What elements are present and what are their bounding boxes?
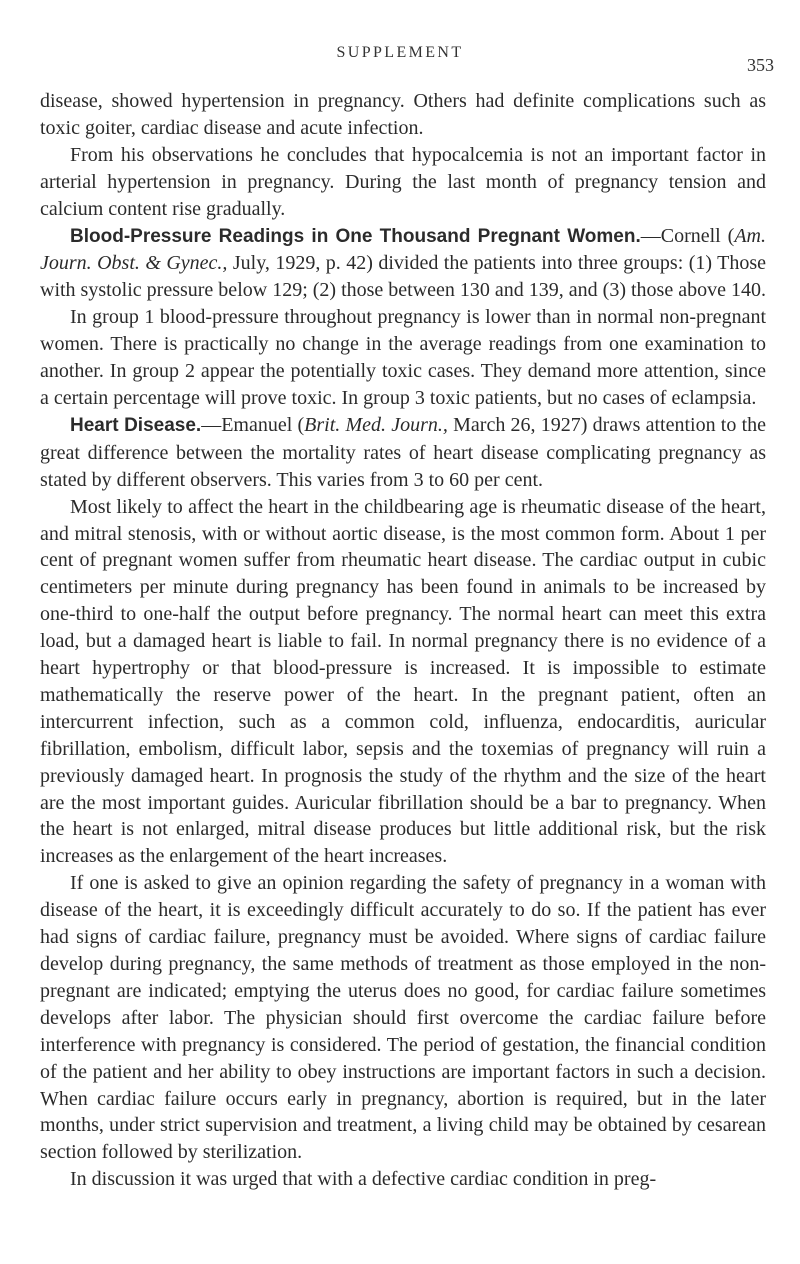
journal-citation: Am. Journ. Obst. & Gynec., bbox=[40, 224, 767, 275]
section-heading: Blood-Pressure Readings in One Thousand Pregnant Women. bbox=[70, 225, 641, 247]
page-header bbox=[0, 0, 800, 80]
paragraph-text: July, 1929, p. 42) divided the patients into three groups: (1) Those with systolic pressure below 129; (2) those between 130 and 139, and (3) those above 140. bbox=[40, 252, 766, 302]
section-heading: Heart Disease. bbox=[70, 414, 202, 436]
paragraph-text: Cornell ( bbox=[660, 224, 735, 247]
paragraph: In group 1 blood-pressure throughout pregnancy is lower than in normal non-pregnant women. There is practically no change in the average readings from one examination to another. In group 2 appear the potentially toxic cases. They demand more attention, since a certain percentage will prove toxic. In group 3 toxic patients, but no cases of eclampsia. bbox=[40, 306, 766, 409]
paragraph: In discussion it was urged that with a defective cardiac condition in preg- bbox=[70, 1168, 657, 1191]
page-number: 353 bbox=[747, 55, 774, 75]
paragraph-text: Emanuel ( bbox=[221, 413, 305, 436]
paragraph: If one is asked to give an opinion regarding the safety of pregnancy in a woman with disease of the heart, it is exceedingly difficult accurately to do so. If the patient has ever had signs of cardiac failure, pregnancy must be avoided. Where signs of cardiac failure develop during pregnancy, the same methods of treatment as those employed in the non-pregnant are indicated; emptying the uterus does no good, for cardiac failure sometimes develops after labor. The physician should first overcome the cardiac failure before interference with pregnancy is considered. The period of gestation, the financial condition of the patient and her ability to obey instructions are important factors in such a decision. When cardiac failure occurs early in pregnancy, abortion is required, but in the later months, under strict supervision and treatment, a living child may be obtained by cesarean section followed by sterilization. bbox=[40, 872, 766, 1164]
heading-dash: — bbox=[201, 413, 222, 436]
paragraph: From his observations he concludes that hypocalcemia is not an important factor in arterial hypertension in pregnancy. During the last month of pregnancy tension and calcium content rise gradually. bbox=[40, 143, 766, 220]
paragraph: Most likely to affect the heart in the childbearing age is rheumatic disease of the heart, and mitral stenosis, with or without aortic disease, is the most common form. About 1 per cent of pregnant women suffer from rheumatic heart disease. The cardiac output in cubic centimeters per minute during pregnancy has been found in animals to be increased by one-third to one-half the output before pregnancy. The normal heart can meet this extra load, but a damaged heart is liable to fail. In normal pregnancy there is no evidence of a heart hypertrophy or that blood-pressure is increased. It is impossible to estimate mathematically the reserve power of the heart. In the pregnant patient, often an intercurrent infection, such as a common cold, influenza, endocarditis, auricular fibrillation, embolism, difficult labor, sepsis and the toxemias of pregnancy will ruin a previously damaged heart. In prognosis the study of the rhythm and the size of the heart are the most important guides. Auricular fibrillation should be a bar to pregnancy. When the heart is not enlarged, mitral disease produces but little additional risk, but the risk increases as the enlargement of the heart increases. bbox=[40, 495, 766, 868]
heading-dash: — bbox=[640, 224, 661, 247]
paragraph-section-blood-pressure bbox=[40, 223, 766, 305]
paragraph-section-heart-disease bbox=[40, 412, 766, 494]
paragraph: disease, showed hypertension in pregnancy. Others had definite complications such as toxic goiter, cardiac disease and acute infection. bbox=[40, 90, 766, 139]
journal-citation: Brit. Med. Journ., bbox=[304, 413, 448, 436]
paragraph-text: March 26, 1927) draws attention to the great difference between the mortality rates of heart disease complicating pregnancy as stated by different observers. This varies from 3 to 60 per cent. bbox=[40, 413, 767, 491]
body-text bbox=[40, 88, 766, 1193]
running-head: SUPPLEMENT bbox=[336, 44, 464, 61]
